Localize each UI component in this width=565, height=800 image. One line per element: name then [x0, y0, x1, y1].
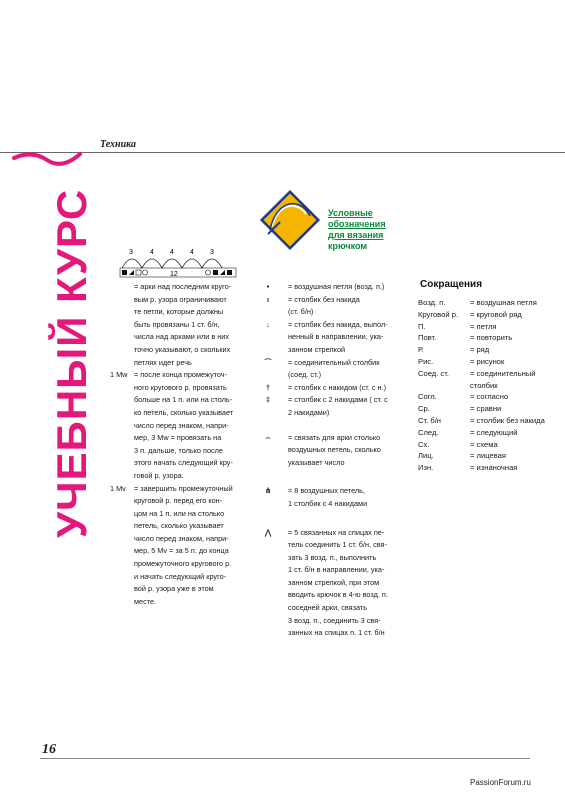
abbreviation-key: Соед. ст. — [418, 368, 449, 378]
abbreviation-key: След. — [418, 427, 439, 437]
abbreviation-value: = изнаночная — [470, 463, 518, 473]
text-line: воздушных петель, сколько — [288, 445, 381, 455]
text-line: больше на 1 п. или на столь- — [134, 395, 233, 405]
item-mw — [110, 369, 245, 482]
text-line: промежуточного кругового р. — [134, 559, 232, 569]
abbreviation-key: Повт. — [418, 333, 437, 343]
vertical-title-text: УЧЕБНЫЙ КУРС — [48, 188, 95, 538]
text-line: круговой р. перед его кон- — [134, 496, 223, 506]
column-symbols — [256, 281, 406, 640]
text-line: 1 ст. б/н в направлении, ука- — [288, 565, 385, 575]
sc-arrow-icon: ↓ — [266, 319, 270, 329]
text-line: тель соединить 1 ст. б/н, свя- — [288, 540, 387, 550]
abbreviation-value: = следующий — [470, 427, 518, 437]
text-line: число перед знаком, напри- — [134, 533, 229, 543]
text-line: (соед. ст.) — [288, 370, 322, 380]
chart-number: 12 — [170, 271, 178, 278]
text-line: точно указывают, о скольких — [134, 344, 231, 354]
abbreviation-row — [418, 297, 563, 309]
text-line: занном стрелкой — [288, 344, 346, 354]
text-line: вой р. узора уже в этом — [134, 584, 214, 594]
abbreviations-title: Сокращения — [420, 279, 483, 290]
abbreviation-row — [418, 450, 563, 462]
text-line: = соединительный столбик — [288, 357, 380, 367]
section-label: Техника — [100, 139, 136, 150]
abbreviation-row — [418, 380, 563, 392]
symbol-row-slip — [256, 357, 406, 382]
legend-title-line: для вязания — [328, 230, 384, 240]
legend-title — [328, 208, 386, 252]
text-line: петлях идет речь — [134, 357, 192, 367]
text-line: этого начать следующий кру- — [134, 458, 233, 468]
pink-swoosh-decoration — [12, 148, 82, 168]
legend-title-line: обозначения — [328, 219, 386, 229]
abbreviation-row — [418, 439, 563, 451]
text-line: мер, 5 Mv = за 5 п. до конца — [134, 546, 229, 556]
abbreviation-key — [418, 380, 470, 392]
abbreviation-key: Лиц. — [418, 451, 434, 461]
abbreviation-value: = столбик без накида — [470, 415, 545, 425]
text-line: 1 столбик с 4 накидами — [288, 498, 368, 508]
text-line: ко петель, сколько указывает — [134, 407, 234, 417]
arch-tc-icon: ⋔ — [264, 486, 272, 496]
abbreviation-key: Круговой р. — [418, 309, 459, 319]
header-rule — [0, 152, 565, 153]
abbreviation-row — [418, 391, 563, 403]
cluster-icon: ⋀ — [265, 527, 271, 537]
abbreviation-row — [418, 368, 563, 380]
abbreviation-row — [418, 332, 563, 344]
abbreviation-value: = соединительный — [470, 368, 536, 378]
text-line: числа над арками или в них — [134, 332, 229, 342]
abbreviation-key: Согл. — [418, 392, 437, 402]
chart-number: 4 — [150, 249, 154, 256]
crochet-hook-icon — [256, 186, 324, 254]
abbreviation-row — [418, 321, 563, 333]
abbreviations-table — [418, 297, 563, 474]
text-line: ненный в направлении, ука- — [288, 332, 384, 342]
abbreviation-value: = рисунок — [470, 356, 505, 366]
text-line: петель, сколько указывает — [134, 521, 224, 531]
double-crochet-icon: † — [265, 382, 271, 392]
abbreviation-value: = схема — [470, 439, 498, 449]
text-line: быть провязаны 1 ст. б/н, — [134, 319, 220, 329]
abbreviation-row — [418, 344, 563, 356]
treble-crochet-icon: ‡ — [265, 395, 271, 405]
para-arches — [110, 281, 245, 369]
text-line: = столбик без накида, выпол- — [288, 319, 388, 329]
abbreviation-key: П. — [418, 321, 426, 331]
abbreviation-key: Возд. п. — [418, 298, 446, 307]
abbreviation-row — [418, 403, 563, 415]
text-line: (ст. б/н) — [288, 307, 314, 317]
text-line: 2 накидами) — [288, 407, 330, 417]
text-line: число перед знаком, напри- — [134, 420, 229, 430]
page-number: 16 — [42, 742, 56, 757]
chart-number: 3 — [210, 249, 214, 256]
chart-number: 4 — [190, 249, 194, 256]
abbreviation-value: = сравни — [470, 404, 502, 414]
abbreviation-row — [418, 356, 563, 368]
text-line: мер, 3 Mw = провязать на — [134, 433, 222, 443]
text-line: = связать для арки столько — [288, 432, 381, 442]
column-explanations-1 — [110, 281, 245, 608]
abbreviation-key: Рис. — [418, 356, 434, 366]
abbreviation-key: Ср. — [418, 404, 430, 414]
abbreviation-key: Изн. — [418, 463, 434, 473]
vertical-title — [48, 188, 98, 538]
text-line: соседней арки, связать — [288, 603, 368, 613]
chart-number: 3 — [129, 249, 133, 256]
text-line: ного кругового р. провязать — [134, 382, 227, 392]
abbreviation-key: Р. — [418, 345, 424, 355]
text-line: 3 п. дальше, только после — [134, 445, 223, 455]
abbreviation-value: = воздушная петля — [470, 298, 537, 307]
text-line: 3 возд. п., соединить 3 свя- — [288, 615, 381, 625]
text-line: указывает число — [288, 457, 345, 467]
text-line: вводить крючок в 4-ю возд. п. — [288, 590, 388, 600]
text-line: те петли, которые должны — [134, 307, 224, 317]
symbol-row-chain — [256, 281, 406, 294]
text-line: = столбик без накида — [288, 294, 360, 304]
arch-icon: ⌢ — [265, 432, 271, 442]
legend-title-line: крючком — [328, 241, 367, 251]
text-line: = столбик с 2 накидами ( ст. с — [288, 395, 388, 405]
single-crochet-icon: ı — [266, 294, 270, 304]
text-line: и начать следующий круго- — [134, 571, 227, 581]
text-line: говой р. узора. — [134, 470, 184, 480]
text-line: вым р. узора ограничивают — [134, 294, 227, 304]
text-line: месте. — [134, 596, 157, 606]
text-line: = завершить промежуточный — [134, 483, 233, 493]
text-line: = 5 связанных на спицах пе- — [288, 527, 385, 537]
item-mv — [110, 483, 245, 609]
text-line: = воздушная петля (возд. п.) — [288, 282, 385, 291]
abbreviation-value: = петля — [470, 321, 497, 331]
arch-chart — [118, 246, 238, 280]
abbreviation-row — [418, 427, 563, 439]
text-line: зать 3 возд. п., выполнить — [288, 552, 377, 562]
slip-stitch-icon: ⌒ — [264, 357, 272, 367]
text-line: = после конца промежуточ- — [134, 370, 227, 380]
abbreviation-value: = круговой ряд — [470, 309, 522, 319]
abbreviation-value: = согласно — [470, 392, 509, 402]
symbol-row-sc-arrow — [256, 319, 406, 357]
text-line: цом на 1 п. или на столько — [134, 508, 225, 518]
chain-stitch-icon: • — [266, 282, 270, 291]
abbreviation-row — [418, 462, 563, 474]
legend-title-line: Условные — [328, 208, 373, 218]
symbol-row-dc — [256, 382, 406, 395]
text-line: = арки над последним круго- — [134, 282, 232, 291]
abbreviation-row — [418, 415, 563, 427]
abbreviation-value: столбик — [470, 380, 498, 390]
abbreviation-key: Ст. б/н — [418, 415, 441, 425]
abbreviation-value: = повторить — [470, 333, 513, 343]
text-line: занных на спицах п. 1 ст. б/н — [288, 628, 385, 638]
item-mv-label: 1 Mv — [110, 483, 126, 493]
text-line: = столбик с накидом (ст. с н.) — [288, 382, 387, 392]
symbol-row-arch-tc — [256, 485, 406, 510]
text-line: занном стрелкой, при этом — [288, 577, 380, 587]
watermark: PassionForum.ru — [470, 778, 531, 787]
item-mw-label: 1 Mw — [110, 370, 128, 380]
symbol-row-cluster — [256, 527, 406, 640]
abbreviation-value: = ряд — [470, 345, 490, 355]
symbol-row-arch — [256, 432, 406, 470]
symbol-row-sc — [256, 294, 406, 319]
abbreviation-key: Сх. — [418, 439, 430, 449]
footer-rule — [40, 758, 530, 759]
abbreviation-value: = лицевая — [470, 451, 506, 461]
symbol-row-tc — [256, 394, 406, 419]
abbreviation-row — [418, 309, 563, 321]
chart-number: 4 — [170, 249, 174, 256]
text-line: = 8 воздушных петель, — [288, 486, 365, 496]
